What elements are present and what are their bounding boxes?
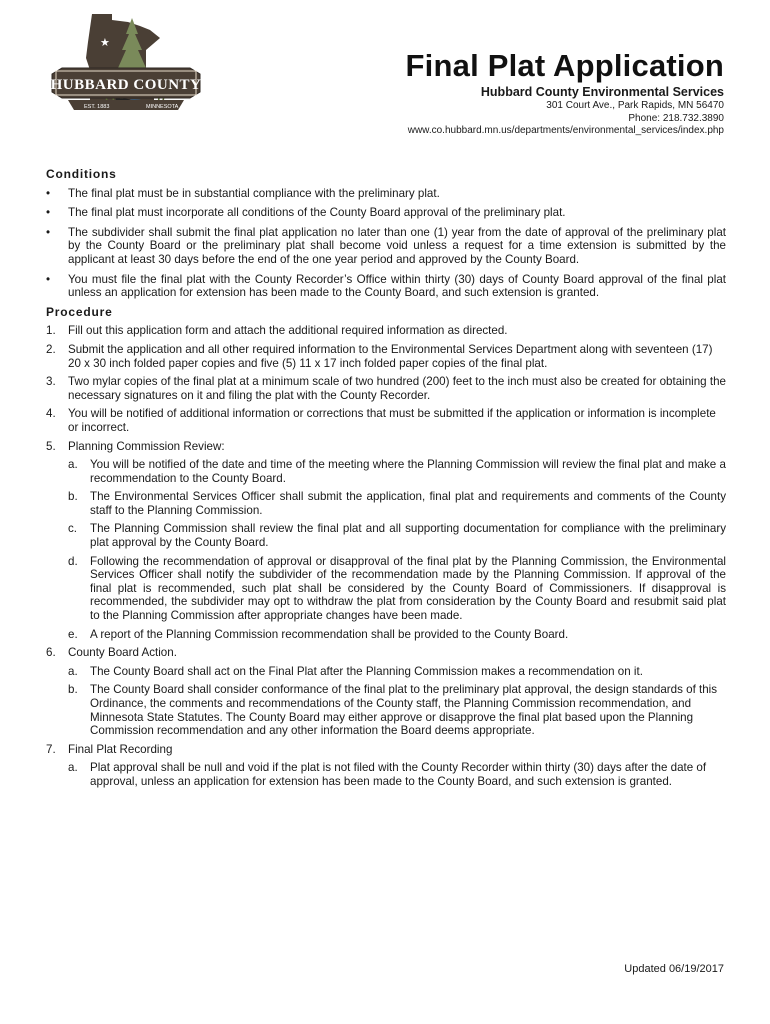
conditions-list xyxy=(46,187,726,300)
substep-list xyxy=(68,761,726,788)
document-body xyxy=(46,168,726,794)
logo-state-text: MINNESOTA xyxy=(146,104,179,110)
substep-text: Following the recommendation of approval or disapproval of the final plat by the Planning Commission, the Environmental Services Officer shall notify the subdivider of the recommendation made by the Planning Commission. If approval of the final plat is recommended, such plat shall be considered by the County Board of Commissioners. If disapproval is recommended, the subdivider may opt to withdraw the plat from consideration by the County Board and resubmit said plat to the Planning Commission after appropriate changes have been made. xyxy=(90,554,726,623)
logo-est-text: EST. 1883 xyxy=(84,104,110,110)
condition-item: • You must file the final plat with the County Recorder’s Office within thirty (30) days of County Board approval of the final plat unless an application for extension has been made to the County Board, and such extension is granted. xyxy=(46,272,726,300)
procedure-step xyxy=(46,407,726,434)
step-text: County Board Action. xyxy=(68,646,177,660)
step-text: Planning Commission Review: xyxy=(68,439,225,453)
substep-list xyxy=(68,665,726,738)
document-header xyxy=(406,48,724,138)
condition-item: • The final plat must be in substantial compliance with the preliminary plat. xyxy=(46,186,440,200)
bullet-icon: • xyxy=(46,206,51,220)
updated-date: Updated 06/19/2017 xyxy=(624,963,724,975)
procedure-step xyxy=(46,440,726,642)
step-text: Final Plat Recording xyxy=(68,742,173,756)
step-text: Submit the application and all other required information to the Environmental Services Department along with seventeen (17) 20 x 30 inch folded paper copies and five (5) 11 x 17 inch folded paper copies of the final plat. xyxy=(68,342,713,370)
step-number: 6. xyxy=(46,646,56,660)
substep-item xyxy=(68,458,726,485)
step-number: 5. xyxy=(46,439,56,453)
procedure-list xyxy=(46,324,726,788)
bullet-icon: • xyxy=(46,272,51,286)
step-number: 2. xyxy=(46,342,56,356)
department-url: www.co.hubbard.mn.us/departments/environmental_services/index.php xyxy=(407,125,724,136)
substep-list xyxy=(68,458,726,641)
substep-text: Plat approval shall be null and void if the plat is not filed with the County Recorder within thirty (30) days after the date of approval, unless an application for extension has been made to the County Board, and such extension is granted. xyxy=(90,761,707,788)
substep-text: The Planning Commission shall review the final plat and all supporting documentation for compliance with the preliminary plat approval by the County Board. xyxy=(90,522,726,550)
substep-item xyxy=(68,761,726,788)
step-number: 4. xyxy=(46,407,56,421)
procedure-step xyxy=(46,375,726,402)
page-title: Final Plat Application xyxy=(405,48,724,83)
substep-text: The Environmental Services Officer shall submit the application, final plat and requirements and comments of the County staff to the Planning Commission. xyxy=(90,490,726,517)
substep-item xyxy=(68,665,726,679)
conditions-heading: Conditions xyxy=(46,167,117,181)
bullet-icon: • xyxy=(46,186,51,200)
substep-text: You will be notified of the date and time of the meeting where the Planning Commission will review the final plat and make a recommendation to the County Board. xyxy=(90,458,726,485)
step-text: You will be notified of additional information or corrections that must be submitted if the application or information is incomplete or incorrect. xyxy=(68,407,716,434)
department-phone: Phone: 218.732.3890 xyxy=(628,112,724,124)
hubbard-county-logo xyxy=(50,12,202,120)
substep-letter: a. xyxy=(68,458,78,472)
substep-text: A report of the Planning Commission recommendation shall be provided to the County Board. xyxy=(90,627,569,641)
logo-banner-text: HUBBARD COUNTY xyxy=(50,77,202,93)
substep-letter: c. xyxy=(68,522,78,536)
step-number: 7. xyxy=(46,742,56,756)
procedure-step xyxy=(46,343,726,370)
procedure-step xyxy=(46,743,726,789)
substep-letter: b. xyxy=(68,490,78,504)
svg-text:★: ★ xyxy=(100,36,110,49)
step-number: 1. xyxy=(46,324,56,338)
step-text: Fill out this application form and attach the additional required information as directed. xyxy=(68,324,508,338)
substep-item xyxy=(68,683,726,737)
substep-item xyxy=(68,490,726,517)
substep-letter: a. xyxy=(68,664,78,678)
substep-letter: b. xyxy=(68,683,78,697)
substep-letter: a. xyxy=(68,761,78,775)
substep-item xyxy=(68,522,726,549)
condition-item: • The subdivider shall submit the final plat application no later than one (1) year from the date of approval of the preliminary plat by the County Board or the preliminary plat shall become void unless a request for a time extension is submitted by the applicant at least 30 days before the end of the one year period and approved by the County Board. xyxy=(46,225,726,266)
procedure-step xyxy=(46,646,726,738)
substep-item xyxy=(68,628,726,642)
procedure-step xyxy=(46,324,726,338)
substep-text: The County Board shall consider conformance of the final plat to the preliminary plat approval, the design standards of this Ordinance, the comments and recommendations of the County staff, the Planning Commission recommendation, and Minnesota State Statutes. The County Board may either approve or disapprove the final plat based upon the Planning Commission recommendation and any other information the Board deems appropriate. xyxy=(90,683,718,738)
bullet-icon: • xyxy=(46,225,51,239)
step-text: Two mylar copies of the final plat at a minimum scale of two hundred (200) feet to the inch must also be created for obtaining the necessary signatures on it and filing the plat with the County Recorder. xyxy=(68,375,726,402)
condition-item: • The final plat must incorporate all conditions of the County Board approval of the preliminary plat. xyxy=(46,206,566,220)
substep-text: The County Board shall act on the Final Plat after the Planning Commission makes a recommendation on it. xyxy=(90,664,643,678)
procedure-heading: Procedure xyxy=(46,304,113,319)
department-address: 301 Court Ave., Park Rapids, MN 56470 xyxy=(546,100,724,111)
step-number: 3. xyxy=(46,375,56,389)
substep-letter: e. xyxy=(68,627,78,641)
substep-item xyxy=(68,555,726,623)
substep-letter: d. xyxy=(68,554,78,568)
department-name: Hubbard County Environmental Services xyxy=(480,85,724,99)
